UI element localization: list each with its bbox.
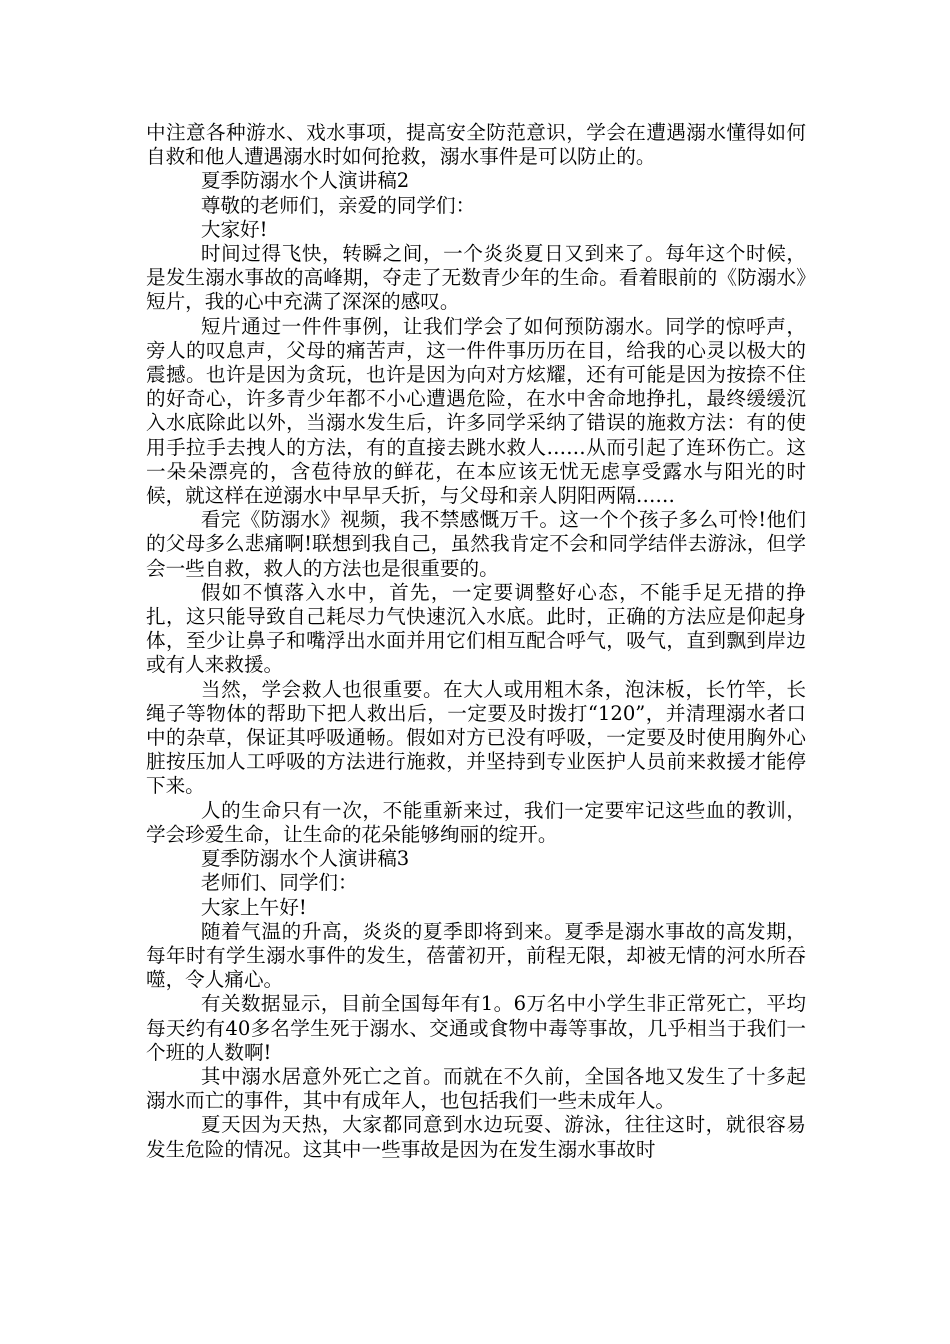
speech-2-paragraph: 假如不慎落入水中，首先，一定要调整好心态，不能手足无措的挣扎，这只能导致自己耗尽力气快速沉入水底。此时，正确的方法应是仰起身体，至少让鼻子和嘴浮出水面并用它们相互配合呼气，吸气，直到飘到岸边或有人来救援。 xyxy=(146,580,806,677)
speech-3-paragraph: 夏天因为天热，大家都同意到水边玩耍、游泳，往往这时，就很容易发生危险的情况。这其中一些事故是因为在发生溺水事故时 xyxy=(146,1113,806,1161)
speech-3-greeting: 大家上午好! xyxy=(200,895,307,919)
speech-3-paragraph: 其中溺水居意外死亡之首。而就在不久前，全国各地又发生了十多起溺水而亡的事件，其中有成年人，也包括我们一些未成年人。 xyxy=(146,1064,806,1113)
speech-3-title: 夏季防溺水个人演讲稿3 xyxy=(200,847,410,871)
speech-2-paragraph: 看完《防溺水》视频，我不禁感慨万千。这一个个孩子多么可怜!他们的父母多么悲痛啊!联想到我自己，虽然我肯定不会和同学结伴去游泳，但学会一些自救，救人的方法也是很重要的。 xyxy=(146,508,806,580)
speech-2-paragraph: 人的生命只有一次，不能重新来过，我们一定要牢记这些血的教训，学会珍爱生命，让生命的花朵能够绚丽的绽开。 xyxy=(146,798,806,846)
speech-2-paragraph: 时间过得飞快，转瞬之间，一个炎炎夏日又到来了。每年这个时候，是发生溺水事故的高峰期，夺走了无数青少年的生命。看着眼前的《防溺水》短片，我的心中充满了深深的感叹。 xyxy=(146,242,806,314)
speech-3-paragraph: 随着气温的升高，炎炎的夏季即将到来。夏季是溺水事故的高发期，每年时有学生溺水事件的发生，蓓蕾初开，前程无限，却被无情的河水所吞噬，令人痛心。 xyxy=(146,919,806,992)
speech-2-title: 夏季防溺水个人演讲稿2 xyxy=(200,169,410,193)
speech-2-greeting: 大家好! xyxy=(200,217,268,241)
document-page xyxy=(146,121,806,1162)
speech-2-paragraph: 当然，学会救人也很重要。在大人或用粗木条，泡沫板，长竹竿，长绳子等物体的帮助下把人救出后，一定要及时拨打“120”，并清理溺水者口中的杂草，保证其呼吸通畅。假如对方已没有呼吸，一定要及时使用胸外心脏按压加人工呼吸的方法进行施救，并坚持到专业医护人员前来救援才能停下来。 xyxy=(146,677,806,798)
speech-3-salutation: 老师们、同学们： xyxy=(200,871,358,895)
paragraph-continuation: 中注意各种游水、戏水事项，提高安全防范意识，学会在遭遇溺水懂得如何自救和他人遭遇溺水时如何抢救，溺水事件是可以防止的。 xyxy=(146,121,806,169)
speech-2-salutation: 尊敬的老师们，亲爱的同学们： xyxy=(200,193,476,217)
speech-2-paragraph: 短片通过一件件事例，让我们学会了如何预防溺水。同学的惊呼声，旁人的叹息声，父母的痛苦声，这一件件事历历在目，给我的心灵以极大的震撼。也许是因为贪玩，也许是因为向对方炫耀，还有可能是因为按捺不住的好奇心，许多青少年都不小心遭遇危险，在水中舍命地挣扎，最终缓缓沉入水底除此以外，当溺水发生后，许多同学采纳了错误的施救方法：有的使用手拉手去拽人的方法，有的直接去跳水救人……从而引起了连环伤亡。这一朵朵漂亮的，含苞待放的鲜花，在本应该无忧无虑享受露水与阳光的时候，就这样在逆溺水中早早夭折，与父母和亲人阴阳两隔…… xyxy=(146,314,806,508)
speech-3-paragraph: 有关数据显示，目前全国每年有1。6万名中小学生非正常死亡，平均每天约有40多名学生死于溺水、交通或食物中毒等事故，几乎相当于我们一个班的人数啊! xyxy=(146,992,806,1064)
